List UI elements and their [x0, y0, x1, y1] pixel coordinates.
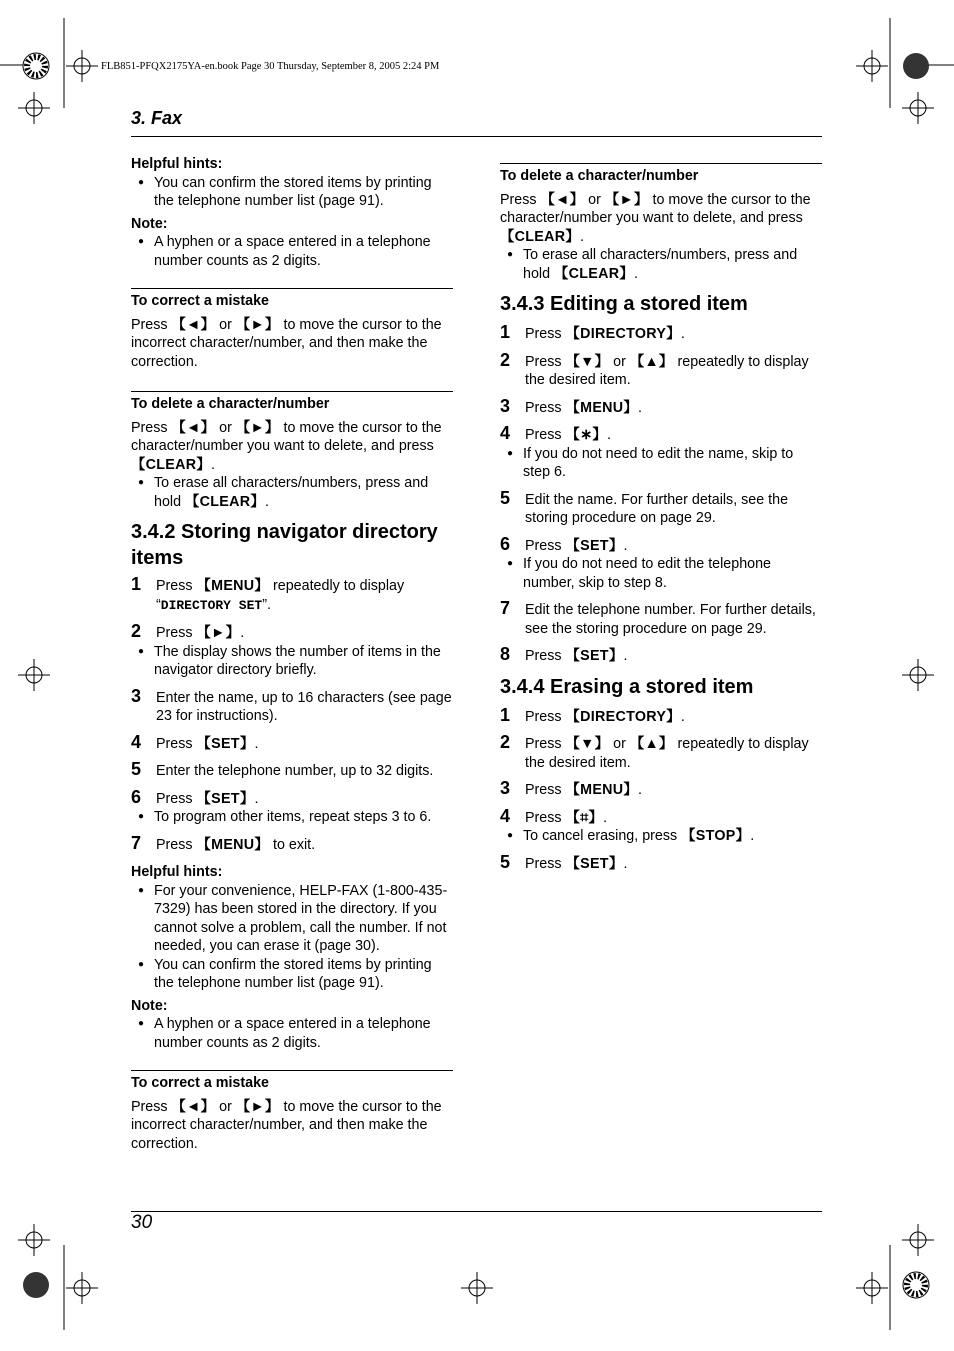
text: or — [584, 191, 605, 208]
text: Press — [156, 578, 197, 594]
step — [500, 322, 822, 344]
text: or — [215, 1098, 236, 1115]
text: . — [240, 625, 245, 641]
text: Press — [525, 399, 566, 416]
text: to move the cursor to the incorrect character/number, and then make the correction. — [131, 1098, 442, 1152]
step — [500, 598, 822, 638]
step-number: 2 — [131, 621, 142, 641]
clear-key: 【CLEAR】 — [131, 456, 211, 473]
text: . — [607, 427, 611, 443]
text: Press — [525, 648, 566, 664]
text: . — [210, 456, 215, 473]
clear-key: 【CLEAR】 — [185, 493, 265, 510]
down-key: 【▼】 — [565, 736, 610, 752]
step-number: 5 — [131, 759, 142, 779]
set-key: 【SET】 — [196, 735, 255, 752]
down-key: 【▼】 — [565, 353, 610, 370]
note-item: ● A hyphen or a space entered in a telephone number counts as 2 digits. — [131, 1015, 453, 1052]
directory-key: 【DIRECTORY】 — [565, 326, 681, 342]
step — [500, 732, 822, 772]
step — [500, 395, 822, 418]
step-number: 1 — [131, 574, 142, 594]
text: or — [215, 419, 236, 436]
text: Press — [131, 1098, 172, 1115]
left-key: 【◄】 — [171, 419, 216, 436]
right-column — [500, 163, 822, 873]
helpful-hints-heading: Helpful hints: — [131, 156, 223, 172]
text: to move the cursor to the incorrect character/number, and then make the correction. — [131, 316, 442, 370]
right-key: 【►】 — [604, 191, 649, 208]
step-number: 7 — [500, 598, 511, 618]
step-number: 4 — [131, 731, 142, 752]
page-number: 30 — [131, 1212, 153, 1233]
step — [131, 759, 453, 781]
text: Press — [525, 353, 566, 370]
text: Press — [525, 537, 566, 554]
text: Press — [525, 427, 566, 443]
text: . — [638, 399, 643, 416]
text: . — [603, 809, 608, 826]
set-key: 【SET】 — [565, 648, 624, 664]
text: Press — [131, 316, 172, 333]
text: Press — [131, 419, 172, 436]
up-key: 【▲】 — [629, 353, 674, 370]
text: Press — [525, 326, 566, 342]
star-key: 【∗】 — [565, 427, 608, 443]
step-number: 1 — [500, 704, 511, 725]
text: Press — [500, 191, 541, 208]
text: . — [750, 828, 755, 844]
step-number: 6 — [500, 533, 511, 554]
erase-all-item — [131, 474, 453, 511]
text: repeatedly to display — [269, 578, 405, 594]
text: . — [633, 265, 638, 282]
text: Enter the telephone number, up to 32 digits. — [156, 763, 434, 779]
left-column — [131, 155, 453, 1153]
step — [131, 832, 453, 855]
text: Press — [525, 855, 566, 872]
step-number: 3 — [500, 395, 511, 416]
menu-key: 【MENU】 — [565, 782, 639, 798]
section-rule — [131, 1070, 453, 1071]
step-number: 2 — [500, 349, 511, 370]
step-number: 3 — [500, 778, 511, 798]
text: to move the cursor to the character/number you want to delete, and press — [131, 419, 442, 454]
text: Edit the telephone number. For further details, see the storing procedure on page 29. — [525, 602, 816, 637]
left-key: 【◄】 — [171, 1098, 216, 1115]
hint-item: ● You can confirm the stored items by printing the telephone number list (page 91). — [131, 956, 453, 993]
text: Press — [156, 790, 197, 807]
delete-char-heading: To delete a character/number — [131, 396, 330, 412]
text: Press — [156, 735, 197, 752]
correct-mistake-text — [131, 1098, 453, 1154]
text: Edit the name. For further details, see the storing procedure on page 29. — [525, 491, 789, 526]
delete-char-text — [500, 191, 822, 247]
text: Press — [525, 708, 566, 725]
step — [500, 349, 822, 390]
text: “ — [156, 596, 161, 613]
step-note: ● If you do not need to edit the telephone number, skip to step 8. — [500, 555, 822, 592]
section-heading-storing-navigator: 3.4.2 Storing navigator directory items — [131, 521, 438, 569]
delete-char-text — [131, 419, 453, 475]
text: Press — [525, 782, 566, 798]
step-number: 4 — [500, 805, 511, 826]
section-rule — [500, 163, 822, 164]
step — [131, 685, 453, 726]
text: to move the cursor to the character/number you want to delete, and press — [500, 191, 811, 226]
helpful-hints-heading: Helpful hints: — [131, 864, 223, 880]
text: To erase all characters/numbers, press and hold — [523, 247, 798, 282]
text: To cancel erasing, press — [523, 828, 682, 844]
step-number: 1 — [500, 322, 511, 342]
step — [500, 423, 822, 445]
step-number: 5 — [500, 487, 511, 508]
step — [500, 704, 822, 727]
section-rule — [131, 288, 453, 289]
step-number: 3 — [131, 685, 142, 706]
correct-mistake-text — [131, 316, 453, 372]
text: . — [579, 228, 584, 245]
correct-mistake-heading: To correct a mistake — [131, 1075, 269, 1091]
step-number: 6 — [131, 786, 142, 807]
note-heading: Note: — [131, 997, 168, 1014]
stop-key: 【STOP】 — [681, 828, 751, 844]
text: . — [623, 648, 628, 664]
step-number: 8 — [500, 644, 511, 664]
text: . — [264, 493, 269, 510]
text: Press — [156, 625, 197, 641]
text: or — [215, 316, 236, 333]
step-number: 2 — [500, 732, 511, 752]
step-number: 4 — [500, 423, 511, 443]
clear-key: 【CLEAR】 — [500, 228, 580, 245]
text: To erase all characters/numbers, press and hold — [154, 475, 429, 510]
step-note: ● If you do not need to edit the name, skip to step 6. — [500, 445, 822, 482]
step-note — [500, 827, 822, 846]
step — [131, 786, 453, 809]
step — [500, 533, 822, 556]
right-key: 【►】 — [235, 1098, 280, 1115]
text: . — [623, 537, 628, 554]
clear-key: 【CLEAR】 — [554, 265, 634, 282]
text: or — [609, 736, 630, 752]
directory-key: 【DIRECTORY】 — [565, 708, 681, 725]
step — [131, 731, 453, 754]
section-rule — [131, 391, 453, 392]
menu-key: 【MENU】 — [565, 399, 639, 416]
step — [500, 805, 822, 828]
right-key: 【►】 — [196, 625, 241, 641]
header-rule — [131, 136, 822, 137]
note-heading: Note: — [131, 215, 168, 232]
text: Enter the name, up to 16 characters (see page 23 for instructions). — [156, 689, 452, 724]
set-key: 【SET】 — [565, 855, 624, 872]
step — [131, 621, 453, 643]
set-key: 【SET】 — [565, 537, 624, 554]
step — [500, 778, 822, 800]
delete-char-heading: To delete a character/number — [500, 168, 699, 184]
text: to exit. — [269, 836, 316, 853]
section-heading-editing: 3.4.3 Editing a stored item — [500, 293, 748, 315]
step-number: 7 — [131, 832, 142, 853]
step-note: ● To program other items, repeat steps 3 to 6. — [131, 808, 453, 827]
text: . — [680, 708, 685, 725]
book-info-line: FLB851-PFQX2175YA-en.book Page 30 Thursday, September 8, 2005 2:24 PM — [101, 61, 440, 72]
menu-key: 【MENU】 — [196, 836, 270, 853]
up-key: 【▲】 — [629, 736, 674, 752]
right-key: 【►】 — [235, 316, 280, 333]
text: . — [254, 735, 259, 752]
left-key: 【◄】 — [540, 191, 585, 208]
text: repeatedly to display the desired item. — [525, 736, 809, 771]
text: . — [254, 790, 259, 807]
display-text: DIRECTORY SET — [160, 597, 263, 613]
correct-mistake-heading: To correct a mistake — [131, 293, 269, 309]
right-key: 【►】 — [235, 419, 280, 436]
step-note: ● The display shows the number of items in the navigator directory briefly. — [131, 643, 453, 680]
footer-rule — [131, 1211, 822, 1212]
text: . — [680, 326, 685, 342]
text: Press — [525, 736, 566, 752]
set-key: 【SET】 — [196, 790, 255, 807]
text: Press — [525, 809, 566, 826]
text: repeatedly to display the desired item. — [525, 353, 809, 388]
step-number: 5 — [500, 851, 511, 872]
text: . — [638, 782, 643, 798]
step — [500, 487, 822, 528]
erase-all-item — [500, 246, 822, 283]
text: Press — [156, 836, 197, 853]
left-key: 【◄】 — [171, 316, 216, 333]
section-heading-erasing: 3.4.4 Erasing a stored item — [500, 675, 754, 698]
hash-key: 【⌗】 — [565, 809, 604, 826]
text: . — [623, 855, 628, 872]
chapter-title: 3. Fax — [131, 108, 183, 128]
note-item: ● A hyphen or a space entered in a telephone number counts as 2 digits. — [131, 233, 453, 270]
hint-item: ● You can confirm the stored items by printing the telephone number list (page 91). — [131, 174, 453, 211]
step — [500, 851, 822, 874]
menu-key: 【MENU】 — [196, 578, 270, 594]
text: ”. — [262, 596, 271, 613]
hint-item: ● For your convenience, HELP-FAX (1-800-435-7329) has been stored in the directory. If you cannot solve a problem, call the number. If not needed, you can erase it (page 30). — [131, 882, 453, 956]
text: or — [609, 353, 630, 370]
step — [500, 644, 822, 666]
step — [131, 574, 453, 615]
